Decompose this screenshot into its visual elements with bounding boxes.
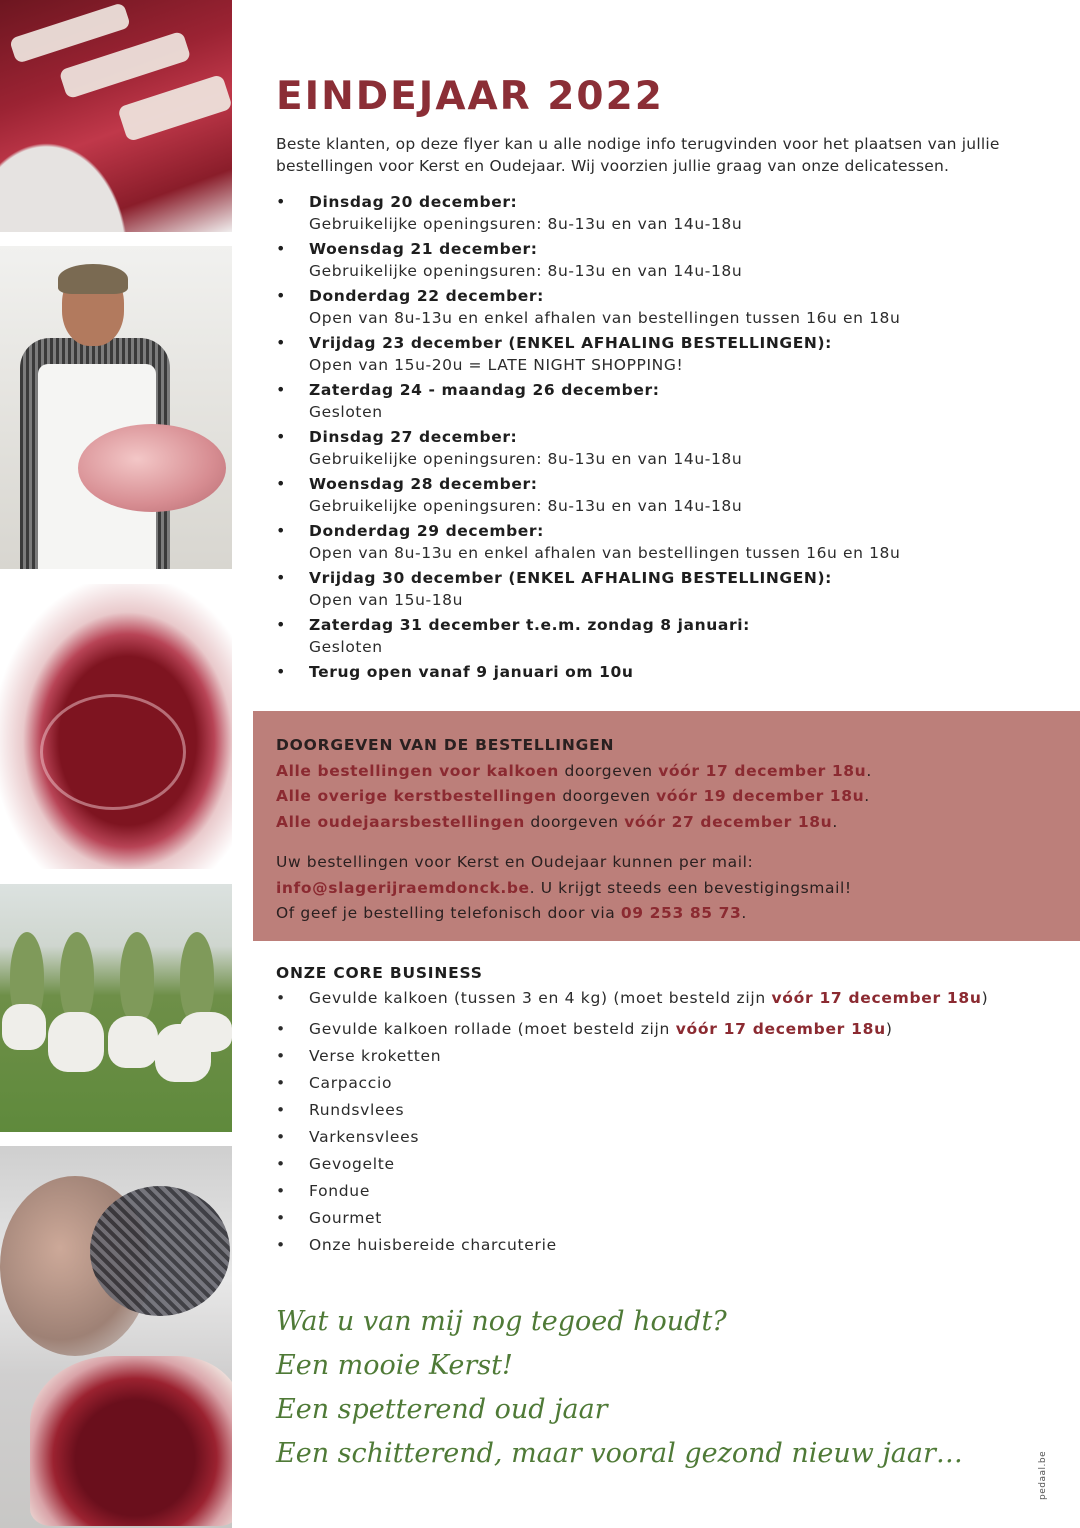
photo-butcher <box>0 246 232 569</box>
photo-cows-in-field <box>0 884 232 1132</box>
mail-line: Uw bestellingen voor Kerst en Oudejaar kunnen per mail: <box>276 853 754 871</box>
schedule-hours: Open van 15u-20u = LATE NIGHT SHOPPING! <box>309 356 684 374</box>
wish-line: Een mooie Kerst! <box>276 1350 513 1381</box>
schedule-item <box>276 238 1036 282</box>
schedule-item <box>276 426 1036 470</box>
schedule-item <box>276 379 1036 423</box>
schedule-list <box>276 191 1036 686</box>
wish-line: Wat u van mij nog tegoed houdt? <box>276 1306 727 1337</box>
wish-line: Een spetterend oud jaar <box>276 1394 608 1425</box>
schedule-hours: Open van 8u-13u en enkel afhalen van bestellingen tussen 16u en 18u <box>309 544 901 562</box>
wish-line: Een schitterend, maar vooral gezond nieuw jaar… <box>276 1438 963 1469</box>
schedule-hours: Gesloten <box>309 403 383 421</box>
schedule-day: • Dinsdag 20 december: <box>309 193 518 211</box>
schedule-item <box>276 473 1036 517</box>
list-item: • Gevogelte <box>276 1151 1036 1178</box>
order-deadlines <box>276 759 1056 836</box>
schedule-day: • Terug open vanaf 9 januari om 10u <box>309 663 634 681</box>
order-deadline-line: Alle oudejaarsbestellingen doorgeven vóór 27 december 18u. <box>276 812 838 831</box>
schedule-day: • Zaterdag 24 - maandag 26 december: <box>309 381 660 399</box>
schedule-day: • Woensdag 28 december: <box>309 475 538 493</box>
photo-butcher-steak <box>0 1146 232 1528</box>
list-item: • Rundsvlees <box>276 1097 1036 1124</box>
credit-text: pedaal.be <box>1038 1450 1048 1500</box>
schedule-hours: Gebruikelijke openingsuren: 8u-13u en van 14u-18u <box>309 450 743 468</box>
schedule-hours: Open van 15u-18u <box>309 591 464 609</box>
schedule-day: • Zaterdag 31 december t.e.m. zondag 8 januari: <box>309 616 750 634</box>
schedule-item <box>276 191 1036 235</box>
order-deadline-line: Alle bestellingen voor kalkoen doorgeven vóór 17 december 18u. <box>276 761 872 780</box>
schedule-day: • Donderdag 29 december: <box>309 522 544 540</box>
schedule-day: • Woensdag 21 december: <box>309 240 538 258</box>
schedule-day: • Vrijdag 23 december (ENKEL AFHALING BESTELLINGEN): <box>309 334 832 352</box>
schedule-hours: Gebruikelijke openingsuren: 8u-13u en van 14u-18u <box>309 497 743 515</box>
list-item: • Onze huisbereide charcuterie <box>276 1232 1036 1259</box>
orders-box <box>253 711 1080 941</box>
wishes-text <box>276 1300 976 1476</box>
email-line: info@slagerijraemdonck.be. U krijgt steeds een bevestigingsmail! <box>276 878 852 897</box>
page-title: EINDEJAAR 2022 <box>276 74 664 119</box>
list-item: • Gourmet <box>276 1205 1036 1232</box>
list-item: • Gevulde kalkoen rollade (moet besteld zijn vóór 17 december 18u) <box>276 1016 1036 1043</box>
schedule-day: • Vrijdag 30 december (ENKEL AFHALING BESTELLINGEN): <box>309 569 832 587</box>
phone-number[interactable]: 09 253 85 73 <box>620 904 742 922</box>
schedule-item <box>276 520 1036 564</box>
schedule-item <box>276 661 1036 683</box>
schedule-item <box>276 614 1036 658</box>
schedule-item <box>276 285 1036 329</box>
schedule-day: • Dinsdag 27 december: <box>309 428 518 446</box>
intro-text: Beste klanten, op deze flyer kan u alle nodige info terugvinden voor het plaatsen van jullie bestellingen voor Kerst en Oudejaar. Wij voorzien jullie graag van onze delicatessen. <box>276 135 1000 175</box>
schedule-day: • Donderdag 22 december: <box>309 287 544 305</box>
core-list <box>276 985 1036 1259</box>
core-business <box>276 961 1036 1259</box>
core-heading: ONZE CORE BUSINESS <box>276 964 483 982</box>
schedule-hours: Open van 8u-13u en enkel afhalen van bestellingen tussen 16u en 18u <box>309 309 901 327</box>
list-item: • Fondue <box>276 1178 1036 1205</box>
list-item: • Varkensvlees <box>276 1124 1036 1151</box>
photo-rib-steak <box>0 584 232 869</box>
schedule-hours: Gebruikelijke openingsuren: 8u-13u en van 14u-18u <box>309 215 743 233</box>
orders-heading: DOORGEVEN VAN DE BESTELLINGEN <box>276 736 615 754</box>
list-item: • Gevulde kalkoen (tussen 3 en 4 kg) (moet besteld zijn vóór 17 december 18u) <box>276 985 1036 1012</box>
list-item: • Verse kroketten <box>276 1043 1036 1070</box>
schedule-item <box>276 567 1036 611</box>
photo-meat-with-fat <box>0 0 232 232</box>
schedule-hours: Gebruikelijke openingsuren: 8u-13u en van 14u-18u <box>309 262 743 280</box>
order-deadline-line: Alle overige kerstbestellingen doorgeven vóór 19 december 18u. <box>276 787 870 805</box>
list-item: • Carpaccio <box>276 1070 1036 1097</box>
email-link[interactable]: info@slagerijraemdonck.be <box>276 878 530 897</box>
schedule-hours: Gesloten <box>309 638 383 656</box>
phone-line: Of geef je bestelling telefonisch door via 09 253 85 73. <box>276 904 747 922</box>
schedule-item <box>276 332 1036 376</box>
